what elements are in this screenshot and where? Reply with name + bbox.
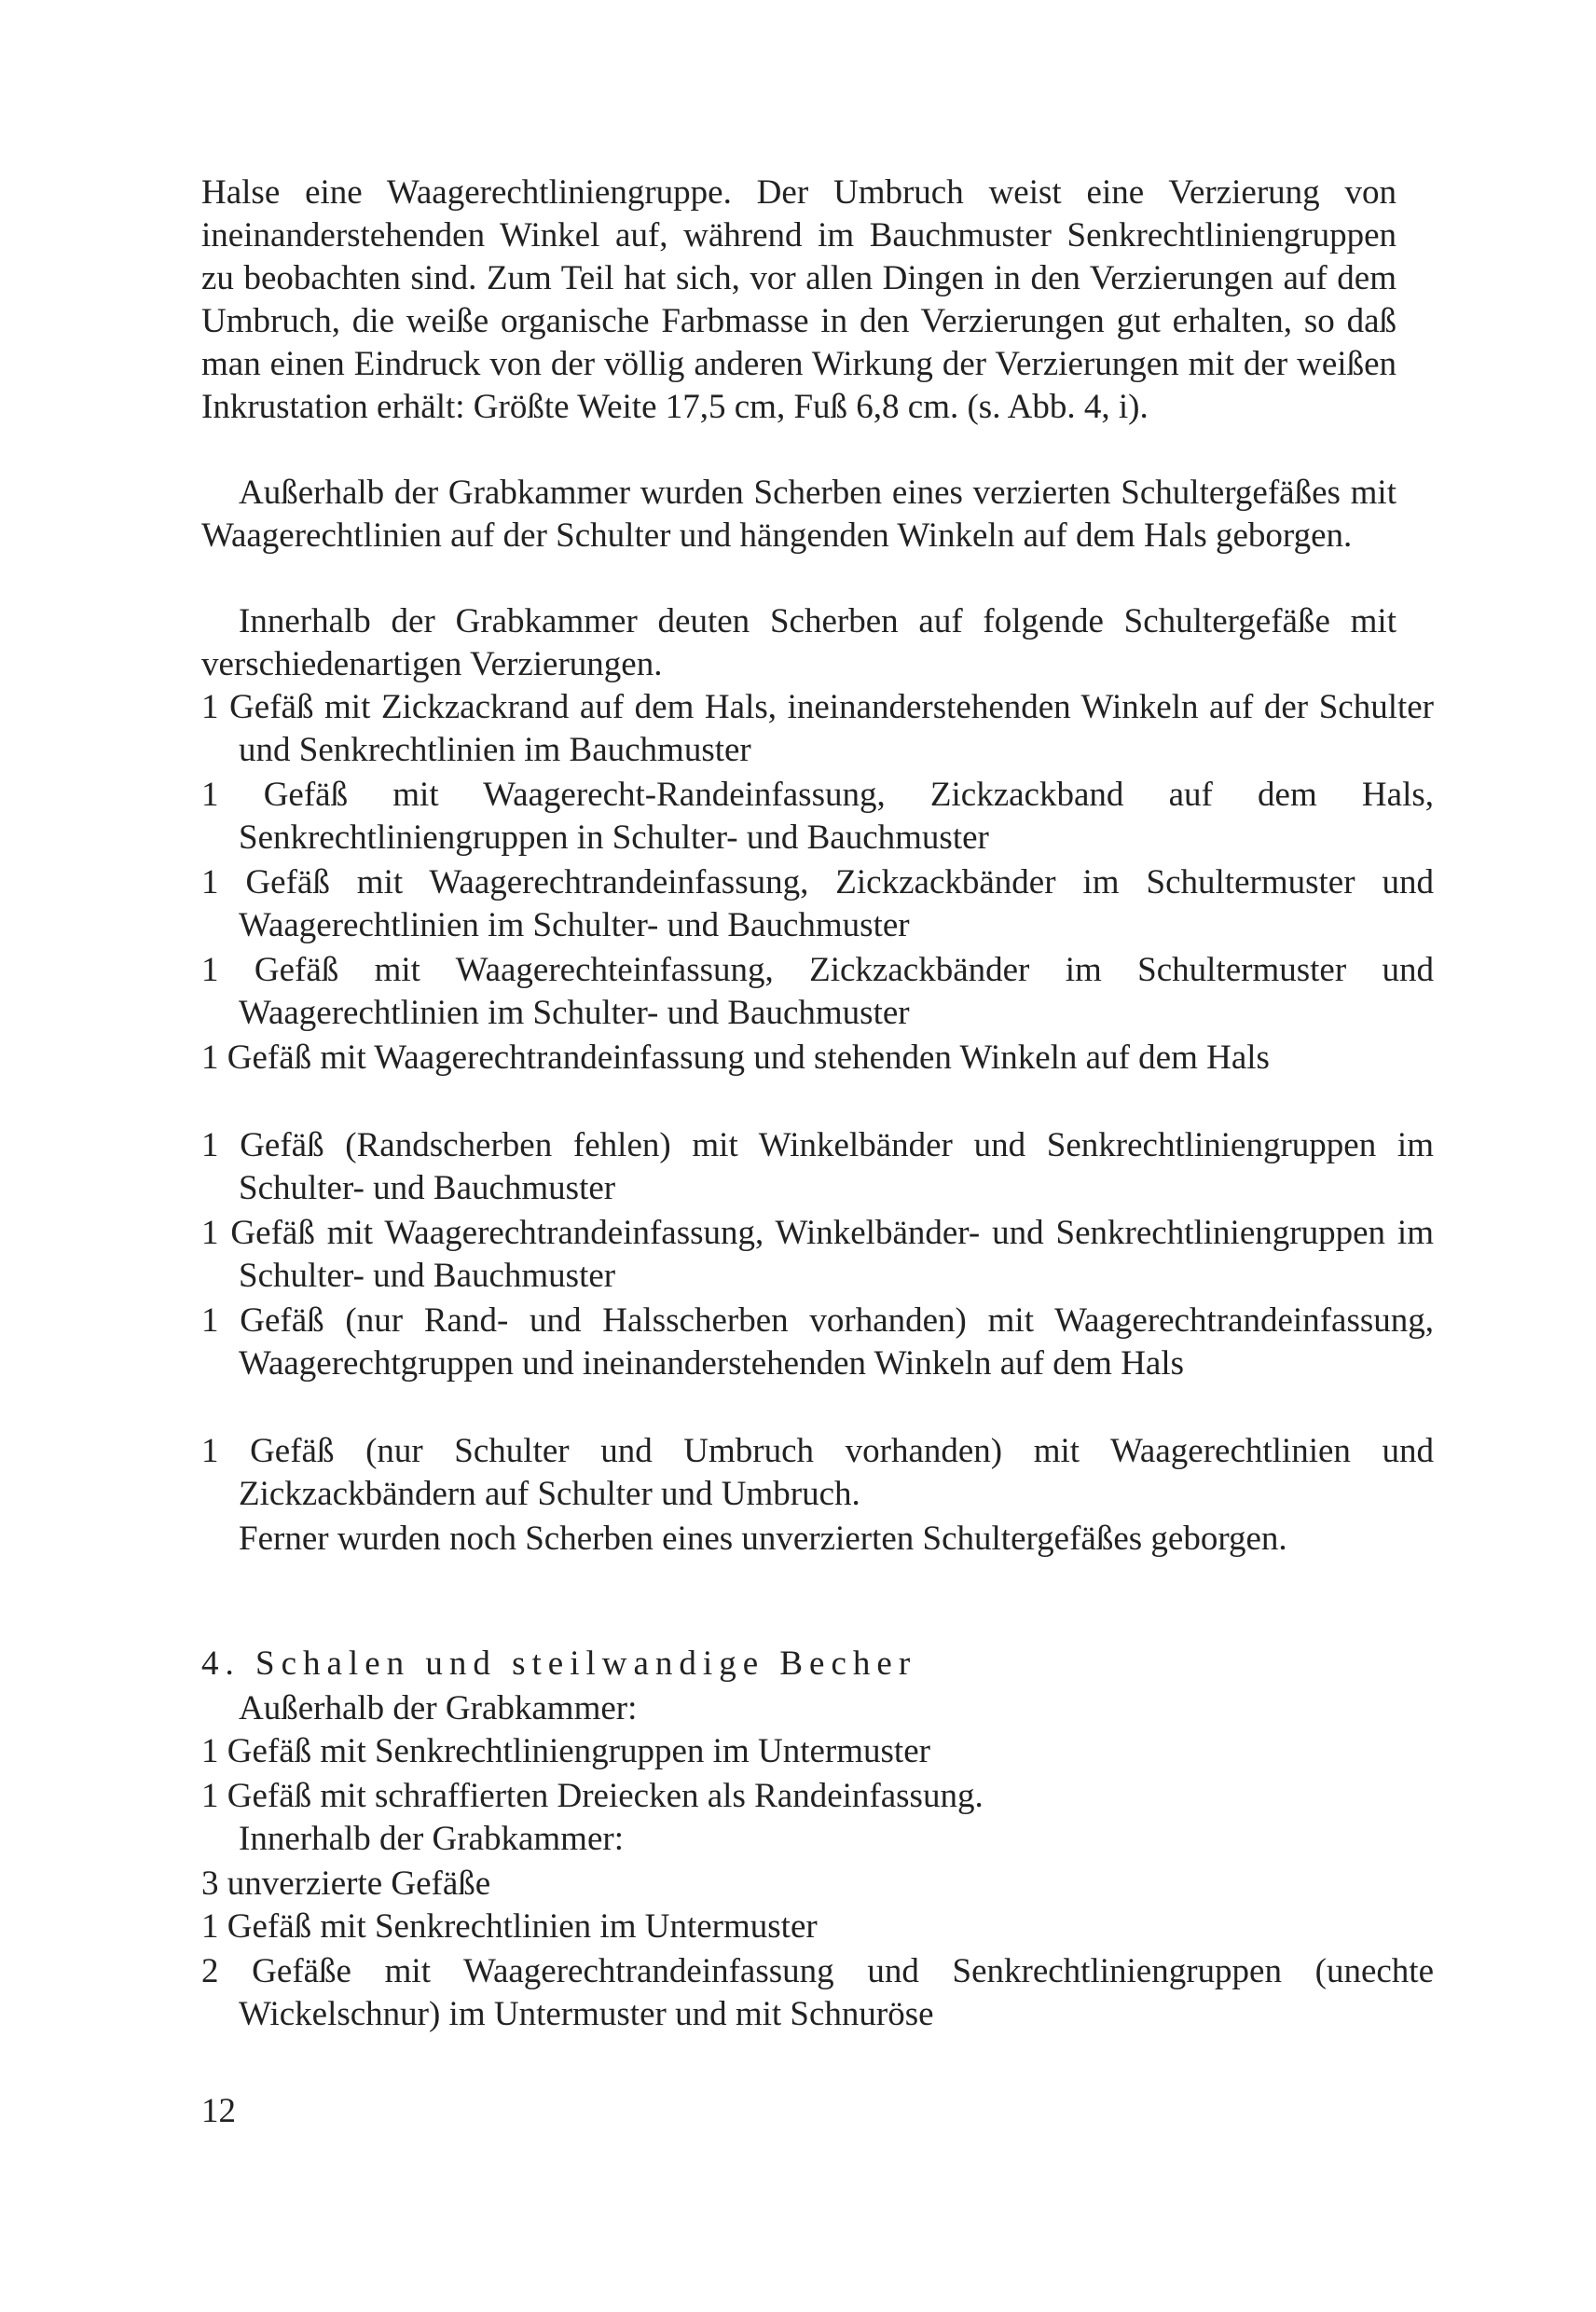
paragraph-inside-chamber: Innerhalb der Grabkammer deuten Scherben auf folgende Schultergefäße mit verschiedenartigen Verzierungen. bbox=[201, 602, 1396, 683]
paragraph-continuation: Halse eine Waagerechtliniengruppe. Der Umbruch weist eine Verzierung von ineinanderstehenden Winkel auf, während im Bauchmuster Senkrechtliniengruppen zu beobachten sind. Zum Teil hat sich, vor allen Dingen in den Verzierungen auf dem Umbruch, die weiße organische Farbmasse in den Verzierungen gut erhalten, so daß man einen Eindruck von der völlig anderen Wirkung der Verzierungen mit der weißen Inkrustation erhält: Größte Weite 17,5 cm, Fuß 6,8 cm. (s. Abb. 4, i). bbox=[201, 173, 1396, 426]
section-heading: 4. Schalen und steilwandige Becher bbox=[201, 1645, 917, 1683]
paragraph-unverzierte: Ferner wurden noch Scherben eines unverzierten Schultergefäßes geborgen. bbox=[239, 1520, 1287, 1558]
list-item: 1 Gefäß mit Waagerechtrandeinfassung, Winkelbänder- und Senkrechtliniengruppen im Schulter- und Bauchmuster bbox=[201, 1214, 1434, 1295]
list-item: 1 Gefäß mit Senkrechtlinien im Untermuster bbox=[201, 1907, 818, 1946]
list-item: 1 Gefäß mit Waagerechtrandeinfassung und stehenden Winkeln auf dem Hals bbox=[201, 1039, 1270, 1077]
list-item: 1 Gefäß mit Senkrechtliniengruppen im Untermuster bbox=[201, 1732, 930, 1770]
section-subheading-outside: Außerhalb der Grabkammer: bbox=[239, 1689, 638, 1727]
list-item: 3 unverzierte Gefäße bbox=[201, 1865, 491, 1903]
paragraph-outside-chamber: Außerhalb der Grabkammer wurden Scherben eines verzierten Schultergefäßes mit Waagerechtlinien auf der Schulter und hängenden Winkeln auf dem Hals geborgen. bbox=[201, 474, 1396, 555]
list-item: 1 Gefäß mit Waagerecht-Randeinfassung, Zickzackband auf dem Hals, Senkrechtliniengruppen in Schulter- und Bauchmuster bbox=[201, 776, 1434, 857]
list-item: 1 Gefäß mit Waagerechtrandeinfassung, Zickzackbänder im Schultermuster und Waagerechtlinien im Schulter- und Bauchmuster bbox=[201, 863, 1434, 944]
page-number: 12 bbox=[201, 2092, 236, 2130]
list-item: 1 Gefäß mit Waagerechteinfassung, Zickzackbänder im Schultermuster und Waagerechtlinien im Schulter- und Bauchmuster bbox=[201, 951, 1434, 1032]
list-item: 1 Gefäß mit schraffierten Dreiecken als Randeinfassung. bbox=[201, 1777, 984, 1815]
list-item: 1 Gefäß (nur Schulter und Umbruch vorhanden) mit Waagerechtlinien und Zickzackbändern auf Schulter und Umbruch. bbox=[201, 1432, 1434, 1513]
section-subheading-inside: Innerhalb der Grabkammer: bbox=[239, 1820, 624, 1858]
list-item: 1 Gefäß (Randscherben fehlen) mit Winkelbänder und Senkrechtliniengruppen im Schulter- und Bauchmuster bbox=[201, 1126, 1434, 1207]
list-item: 1 Gefäß mit Zickzackrand auf dem Hals, ineinanderstehenden Winkeln auf der Schulter und Senkrechtlinien im Bauchmuster bbox=[201, 688, 1434, 769]
list-item: 2 Gefäße mit Waagerechtrandeinfassung und Senkrechtliniengruppen (unechte Wickelschnur) im Untermuster und mit Schnuröse bbox=[201, 1952, 1434, 2033]
list-item: 1 Gefäß (nur Rand- und Halsscherben vorhanden) mit Waagerechtrandeinfassung, Waagerechtgruppen und ineinanderstehenden Winkeln auf dem Hals bbox=[201, 1301, 1434, 1383]
